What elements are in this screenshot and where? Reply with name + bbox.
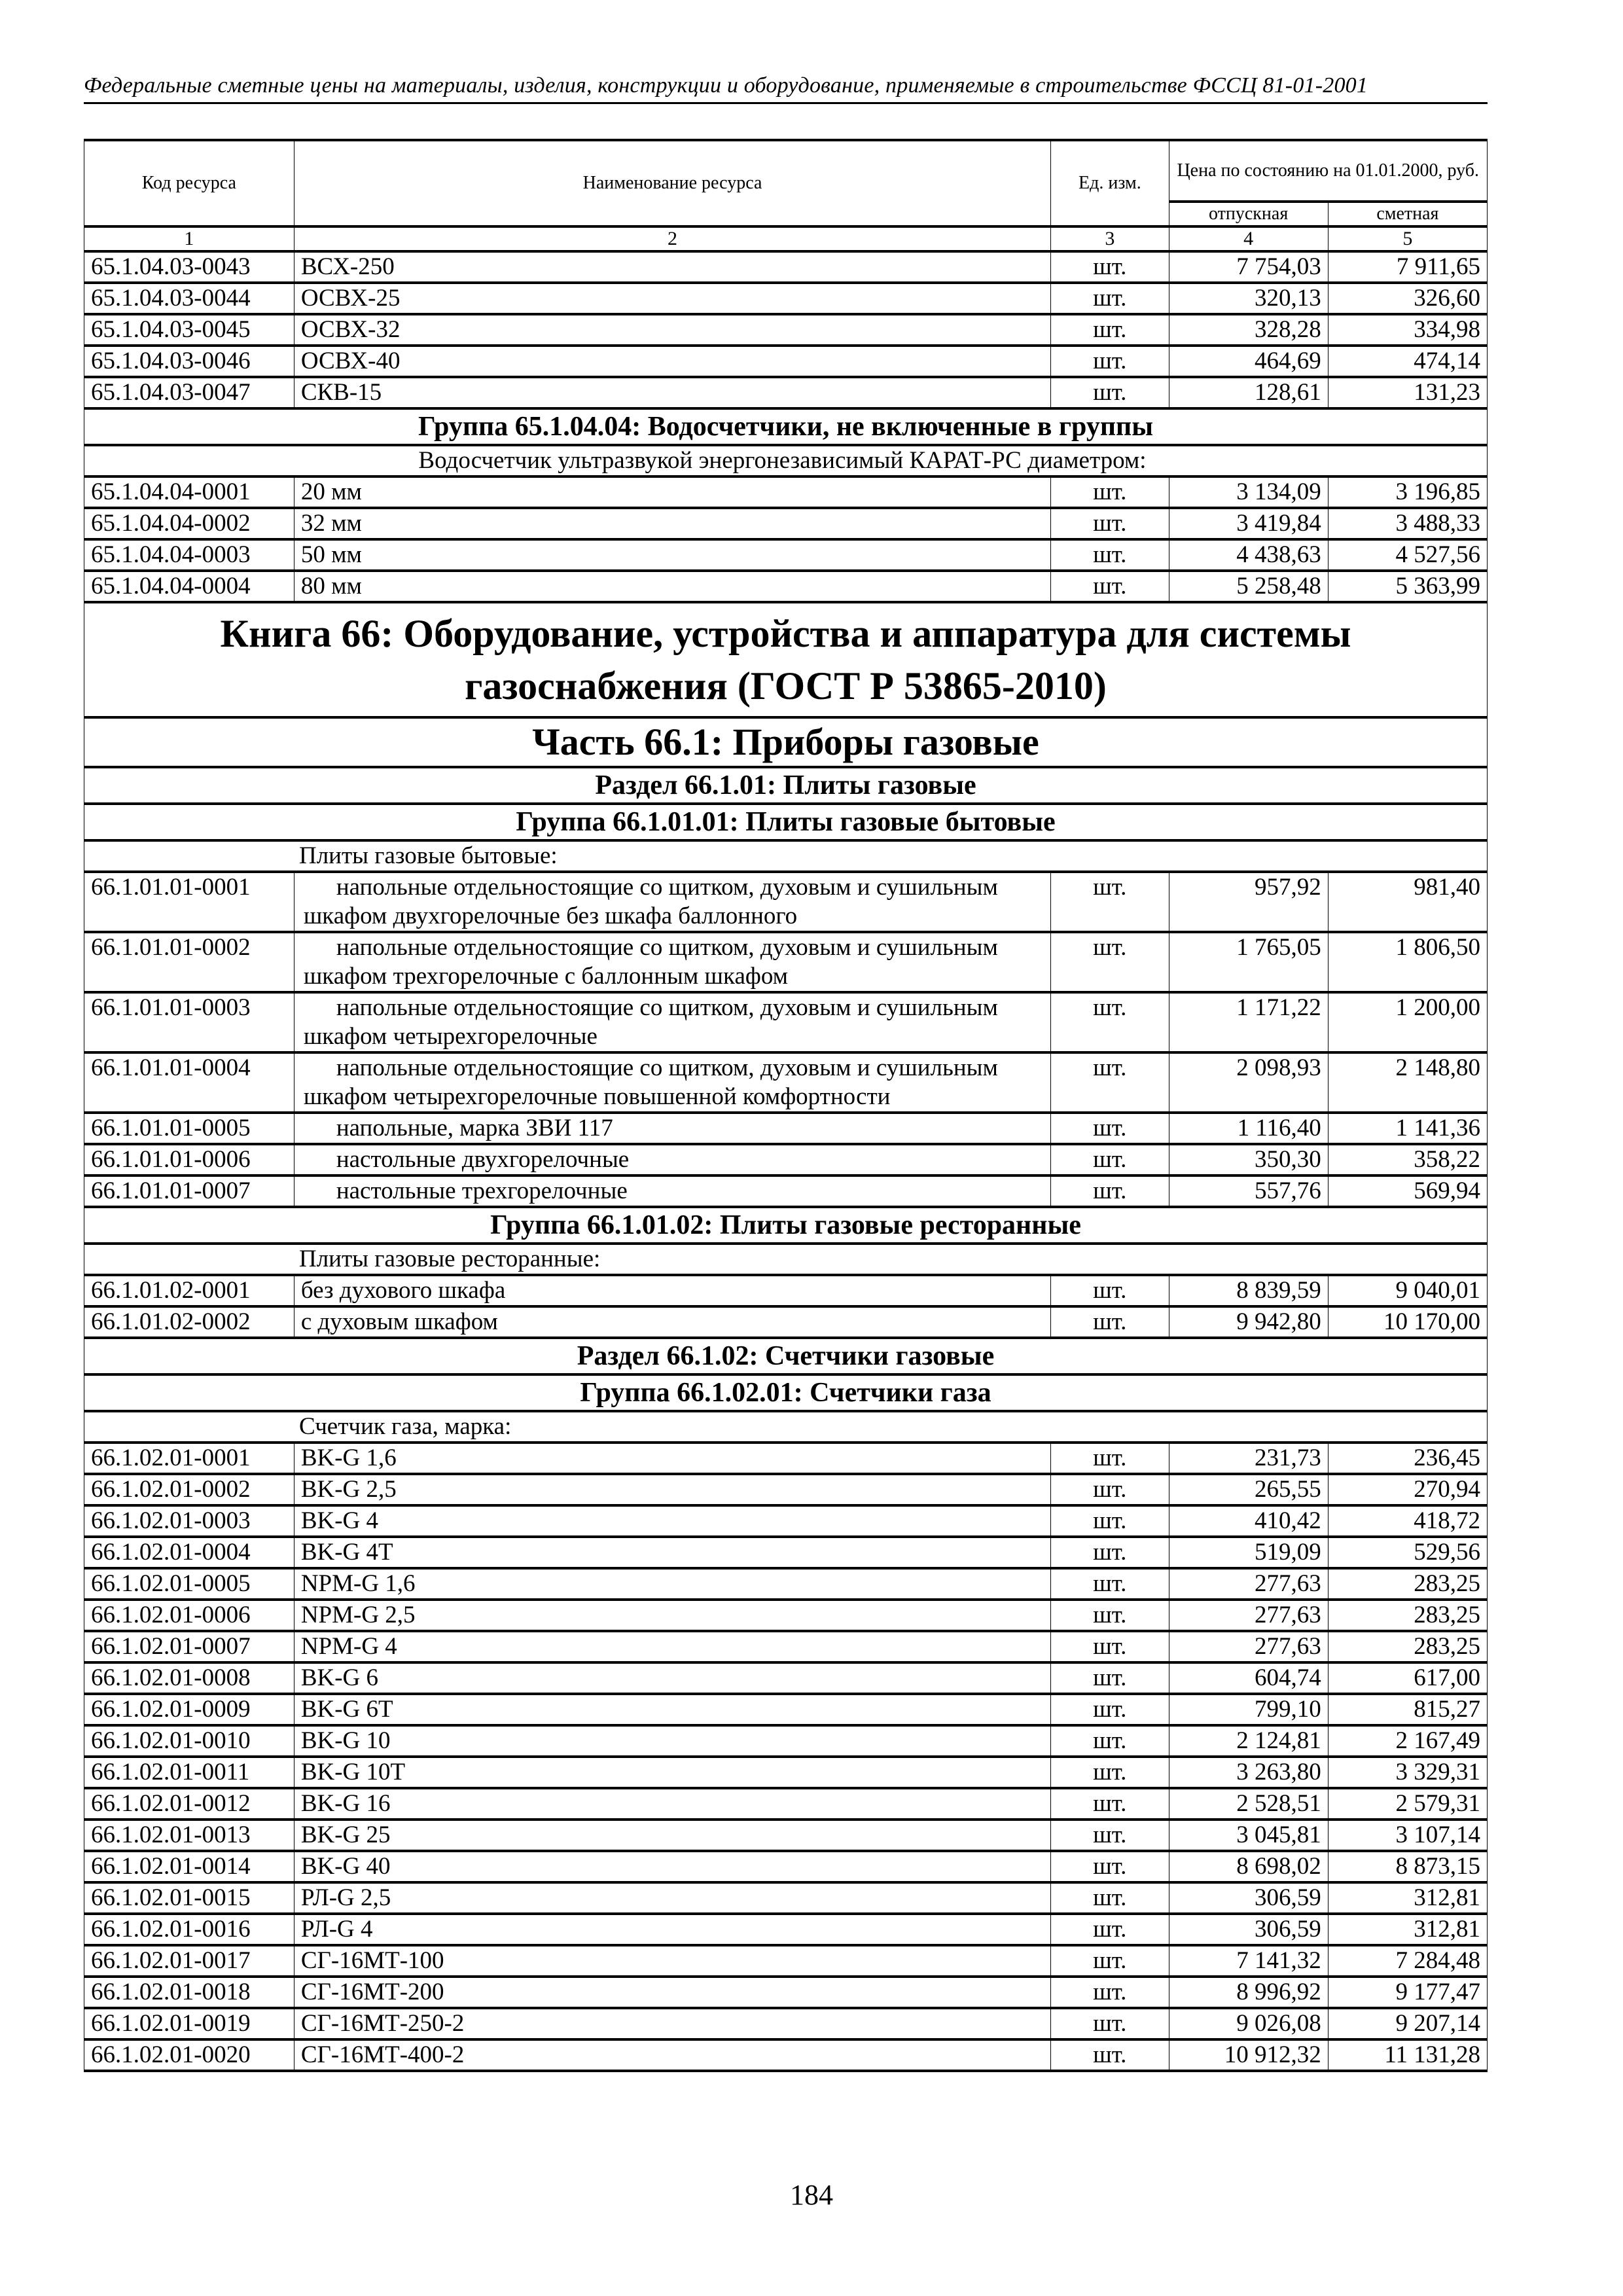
table-row: [84, 1851, 1488, 1882]
price-release: 557,76: [1169, 1175, 1328, 1207]
resource-name: напольные отдельностоящие со щитком, духовым и сушильным шкафом трехгорелочные с баллонным шкафом: [294, 932, 1050, 992]
resource-code: 66.1.02.01-0002: [84, 1474, 294, 1505]
table-row: [84, 1144, 1488, 1175]
group-heading: Группа 66.1.01.02: Плиты газовые ресторанные: [84, 1207, 1488, 1244]
price-estimate: 334,98: [1328, 314, 1487, 346]
resource-code: 66.1.01.01-0002: [84, 932, 294, 992]
unit-of-measure: шт.: [1051, 1537, 1169, 1568]
header-price-group: Цена по состоянию на 01.01.2000, руб.: [1169, 140, 1487, 202]
group-caption: Водосчетчик ультразвукой энергонезависимый КАРАТ-РС диаметром:: [84, 445, 1488, 476]
price-release: 1 171,22: [1169, 992, 1328, 1052]
resource-code: 66.1.01.01-0005: [84, 1113, 294, 1144]
unit-of-measure: шт.: [1051, 1306, 1169, 1338]
unit-of-measure: шт.: [1051, 1600, 1169, 1631]
unit-of-measure: шт.: [1051, 1945, 1169, 1977]
table-row: [84, 1474, 1488, 1505]
caption-row: [84, 840, 1488, 872]
unit-of-measure: шт.: [1051, 1725, 1169, 1757]
price-release: 799,10: [1169, 1694, 1328, 1725]
unit-of-measure: шт.: [1051, 1631, 1169, 1662]
price-release: 2 528,51: [1169, 1788, 1328, 1820]
resource-name: BK-G 4T: [294, 1537, 1050, 1568]
group-heading: Группа 66.1.01.01: Плиты газовые бытовые: [84, 804, 1488, 840]
group-caption: Плиты газовые бытовые:: [84, 840, 1488, 872]
unit-of-measure: шт.: [1051, 1275, 1169, 1306]
unit-of-measure: шт.: [1051, 1568, 1169, 1600]
table-row: [84, 1175, 1488, 1207]
unit-of-measure: шт.: [1051, 1694, 1169, 1725]
table-row: [84, 1945, 1488, 1977]
price-estimate: 5 363,99: [1328, 571, 1487, 602]
resource-name: ОСВХ-40: [294, 346, 1050, 377]
resource-code: 66.1.02.01-0012: [84, 1788, 294, 1820]
resource-code: 66.1.01.02-0001: [84, 1275, 294, 1306]
price-release: 350,30: [1169, 1144, 1328, 1175]
table-row: [84, 1694, 1488, 1725]
header-code: Код ресурса: [84, 140, 294, 226]
table-row: [84, 377, 1488, 408]
price-release: 7 754,03: [1169, 251, 1328, 283]
group-heading: Группа 65.1.04.04: Водосчетчики, не включенные в группы: [84, 408, 1488, 445]
resource-code: 65.1.04.03-0046: [84, 346, 294, 377]
resource-code: 66.1.01.02-0002: [84, 1306, 294, 1338]
table-row: [84, 1882, 1488, 1914]
unit-of-measure: шт.: [1051, 1443, 1169, 1474]
group-heading-row: [84, 1207, 1488, 1244]
price-release: 277,63: [1169, 1568, 1328, 1600]
resource-name: СГ-16МТ-100: [294, 1945, 1050, 1977]
running-header: Федеральные сметные цены на материалы, изделия, конструкции и оборудование, применяемые в строительстве ФССЦ 81-01-2001: [84, 73, 1488, 104]
resource-name: BK-G 10: [294, 1725, 1050, 1757]
price-release: 277,63: [1169, 1631, 1328, 1662]
price-estimate: 3 107,14: [1328, 1820, 1487, 1851]
table-row: [84, 1537, 1488, 1568]
unit-of-measure: шт.: [1051, 476, 1169, 508]
price-estimate: 474,14: [1328, 346, 1487, 377]
resource-code: 66.1.02.01-0005: [84, 1568, 294, 1600]
resource-name: РЛ-G 4: [294, 1914, 1050, 1945]
resource-code: 66.1.02.01-0018: [84, 1977, 294, 2008]
table-row: [84, 1052, 1488, 1113]
price-release: 8 839,59: [1169, 1275, 1328, 1306]
price-release: 306,59: [1169, 1882, 1328, 1914]
table-row: [84, 992, 1488, 1052]
price-estimate: 11 131,28: [1328, 2039, 1487, 2071]
column-number: 3: [1051, 226, 1169, 251]
price-estimate: 1 806,50: [1328, 932, 1487, 992]
table-row: [84, 476, 1488, 508]
unit-of-measure: шт.: [1051, 1662, 1169, 1694]
unit-of-measure: шт.: [1051, 1882, 1169, 1914]
price-release: 2 098,93: [1169, 1052, 1328, 1113]
price-estimate: 10 170,00: [1328, 1306, 1487, 1338]
price-release: 1 116,40: [1169, 1113, 1328, 1144]
unit-of-measure: шт.: [1051, 377, 1169, 408]
resource-code: 66.1.01.01-0007: [84, 1175, 294, 1207]
price-release: 2 124,81: [1169, 1725, 1328, 1757]
resource-name: BK-G 16: [294, 1788, 1050, 1820]
resource-name: 50 мм: [294, 539, 1050, 571]
resource-name: ОСВХ-32: [294, 314, 1050, 346]
price-estimate: 236,45: [1328, 1443, 1487, 1474]
price-estimate: 283,25: [1328, 1631, 1487, 1662]
resource-code: 66.1.02.01-0013: [84, 1820, 294, 1851]
price-release: 231,73: [1169, 1443, 1328, 1474]
price-release: 9 942,80: [1169, 1306, 1328, 1338]
book-heading: Книга 66: Оборудование, устройства и аппаратура для системы газоснабжения (ГОСТ Р 53865-2010): [84, 602, 1488, 717]
price-estimate: 283,25: [1328, 1600, 1487, 1631]
resource-code: 66.1.01.01-0006: [84, 1144, 294, 1175]
price-estimate: 529,56: [1328, 1537, 1487, 1568]
price-estimate: 283,25: [1328, 1568, 1487, 1600]
resource-name: BK-G 25: [294, 1820, 1050, 1851]
caption-row: [84, 1411, 1488, 1443]
group-heading-row: [84, 804, 1488, 840]
table-row: [84, 1306, 1488, 1338]
unit-of-measure: шт.: [1051, 1788, 1169, 1820]
price-release: 10 912,32: [1169, 2039, 1328, 2071]
price-estimate: 2 148,80: [1328, 1052, 1487, 1113]
resource-name: BK-G 4: [294, 1505, 1050, 1537]
resource-code: 66.1.02.01-0008: [84, 1662, 294, 1694]
unit-of-measure: шт.: [1051, 1914, 1169, 1945]
table-body: [84, 251, 1488, 2071]
price-release: 9 026,08: [1169, 2008, 1328, 2039]
price-estimate: 358,22: [1328, 1144, 1487, 1175]
resource-name: 80 мм: [294, 571, 1050, 602]
table-row: [84, 1788, 1488, 1820]
price-estimate: 4 527,56: [1328, 539, 1487, 571]
price-estimate: 2 579,31: [1328, 1788, 1487, 1820]
resource-name: ОСВХ-25: [294, 283, 1050, 314]
price-estimate: 815,27: [1328, 1694, 1487, 1725]
resource-name: NPM-G 1,6: [294, 1568, 1050, 1600]
header-name: Наименование ресурса: [294, 140, 1050, 226]
price-release: 3 134,09: [1169, 476, 1328, 508]
resource-code: 66.1.02.01-0007: [84, 1631, 294, 1662]
column-number: 5: [1328, 226, 1487, 251]
resource-name: напольные отдельностоящие со щитком, духовым и сушильным шкафом четырехгорелочные: [294, 992, 1050, 1052]
resource-name: СГ-16МТ-250-2: [294, 2008, 1050, 2039]
column-number: 4: [1169, 226, 1328, 251]
header-price-estimate: сметная: [1328, 202, 1487, 226]
price-estimate: 569,94: [1328, 1175, 1487, 1207]
price-estimate: 270,94: [1328, 1474, 1487, 1505]
resource-name: BK-G 6T: [294, 1694, 1050, 1725]
table-row: [84, 2008, 1488, 2039]
resource-code: 66.1.02.01-0019: [84, 2008, 294, 2039]
resource-code: 66.1.02.01-0015: [84, 1882, 294, 1914]
price-release: 3 045,81: [1169, 1820, 1328, 1851]
table-row: [84, 1568, 1488, 1600]
price-release: 604,74: [1169, 1662, 1328, 1694]
price-release: 5 258,48: [1169, 571, 1328, 602]
price-release: 328,28: [1169, 314, 1328, 346]
price-estimate: 3 329,31: [1328, 1757, 1487, 1788]
header-price-release: отпускная: [1169, 202, 1328, 226]
resource-name: BK-G 1,6: [294, 1443, 1050, 1474]
resource-code: 66.1.02.01-0016: [84, 1914, 294, 1945]
group-heading-row: [84, 1374, 1488, 1411]
unit-of-measure: шт.: [1051, 1175, 1169, 1207]
price-estimate: 3 488,33: [1328, 508, 1487, 539]
unit-of-measure: шт.: [1051, 2039, 1169, 2071]
table-row: [84, 1820, 1488, 1851]
unit-of-measure: шт.: [1051, 1113, 1169, 1144]
resource-name: без духового шкафа: [294, 1275, 1050, 1306]
resource-code: 66.1.01.01-0001: [84, 872, 294, 932]
price-release: 306,59: [1169, 1914, 1328, 1945]
price-estimate: 9 177,47: [1328, 1977, 1487, 2008]
resource-code: 65.1.04.04-0001: [84, 476, 294, 508]
price-estimate: 8 873,15: [1328, 1851, 1487, 1882]
group-caption: Плиты газовые ресторанные:: [84, 1244, 1488, 1275]
resource-name: NPM-G 2,5: [294, 1600, 1050, 1631]
price-release: 464,69: [1169, 346, 1328, 377]
resource-name: напольные отдельностоящие со щитком, духовым и сушильным шкафом четырехгорелочные повышенной комфортности: [294, 1052, 1050, 1113]
table-row: [84, 571, 1488, 602]
price-estimate: 2 167,49: [1328, 1725, 1487, 1757]
resource-code: 65.1.04.04-0002: [84, 508, 294, 539]
price-table: [84, 139, 1488, 2072]
price-estimate: 617,00: [1328, 1662, 1487, 1694]
resource-code: 66.1.02.01-0004: [84, 1537, 294, 1568]
group-heading: Группа 66.1.02.01: Счетчики газа: [84, 1374, 1488, 1411]
resource-name: NPM-G 4: [294, 1631, 1050, 1662]
unit-of-measure: шт.: [1051, 508, 1169, 539]
table-row: [84, 1757, 1488, 1788]
table-row: [84, 1505, 1488, 1537]
unit-of-measure: шт.: [1051, 571, 1169, 602]
unit-of-measure: шт.: [1051, 1144, 1169, 1175]
table-row: [84, 1977, 1488, 2008]
price-release: 320,13: [1169, 283, 1328, 314]
unit-of-measure: шт.: [1051, 1757, 1169, 1788]
unit-of-measure: шт.: [1051, 1474, 1169, 1505]
price-release: 265,55: [1169, 1474, 1328, 1505]
unit-of-measure: шт.: [1051, 1851, 1169, 1882]
resource-code: 65.1.04.04-0003: [84, 539, 294, 571]
resource-code: 66.1.02.01-0003: [84, 1505, 294, 1537]
resource-code: 65.1.04.03-0045: [84, 314, 294, 346]
price-estimate: 131,23: [1328, 377, 1487, 408]
resource-code: 66.1.01.01-0003: [84, 992, 294, 1052]
unit-of-measure: шт.: [1051, 1505, 1169, 1537]
resource-name: BK-G 40: [294, 1851, 1050, 1882]
table-row: [84, 283, 1488, 314]
unit-of-measure: шт.: [1051, 283, 1169, 314]
unit-of-measure: шт.: [1051, 1052, 1169, 1113]
table-row: [84, 1631, 1488, 1662]
page-number: 184: [790, 2179, 833, 2211]
price-release: 4 438,63: [1169, 539, 1328, 571]
resource-name: РЛ-G 2,5: [294, 1882, 1050, 1914]
resource-name: настольные трехгорелочные: [294, 1175, 1050, 1207]
price-release: 1 765,05: [1169, 932, 1328, 992]
unit-of-measure: шт.: [1051, 1977, 1169, 2008]
group-heading-row: [84, 408, 1488, 445]
resource-name: напольные отдельностоящие со щитком, духовым и сушильным шкафом двухгорелочные без шкафа баллонного: [294, 872, 1050, 932]
section-heading-row: [84, 1338, 1488, 1374]
part-heading-row: [84, 717, 1488, 767]
resource-code: 66.1.02.01-0014: [84, 1851, 294, 1882]
unit-of-measure: шт.: [1051, 872, 1169, 932]
table-row: [84, 1914, 1488, 1945]
unit-of-measure: шт.: [1051, 251, 1169, 283]
group-caption: Счетчик газа, марка:: [84, 1411, 1488, 1443]
table-row: [84, 508, 1488, 539]
table-row: [84, 1725, 1488, 1757]
resource-name: СГ-16МТ-400-2: [294, 2039, 1050, 2071]
resource-code: 65.1.04.03-0047: [84, 377, 294, 408]
price-estimate: 326,60: [1328, 283, 1487, 314]
table-row: [84, 346, 1488, 377]
resource-name: BK-G 6: [294, 1662, 1050, 1694]
column-number: 1: [84, 226, 294, 251]
unit-of-measure: шт.: [1051, 992, 1169, 1052]
resource-code: 65.1.04.03-0044: [84, 283, 294, 314]
resource-code: 66.1.02.01-0011: [84, 1757, 294, 1788]
price-release: 519,09: [1169, 1537, 1328, 1568]
resource-name: 20 мм: [294, 476, 1050, 508]
resource-name: BK-G 10T: [294, 1757, 1050, 1788]
table-row: [84, 1662, 1488, 1694]
resource-code: 65.1.04.03-0043: [84, 251, 294, 283]
unit-of-measure: шт.: [1051, 932, 1169, 992]
resource-code: 66.1.02.01-0009: [84, 1694, 294, 1725]
price-estimate: 981,40: [1328, 872, 1487, 932]
resource-code: 66.1.02.01-0017: [84, 1945, 294, 1977]
table-row: [84, 1600, 1488, 1631]
table-row: [84, 872, 1488, 932]
resource-name: СКВ-15: [294, 377, 1050, 408]
price-estimate: 9 207,14: [1328, 2008, 1487, 2039]
price-release: 3 419,84: [1169, 508, 1328, 539]
table-row: [84, 314, 1488, 346]
table-row: [84, 1275, 1488, 1306]
resource-name: настольные двухгорелочные: [294, 1144, 1050, 1175]
resource-name: BK-G 2,5: [294, 1474, 1050, 1505]
resource-code: 66.1.02.01-0020: [84, 2039, 294, 2071]
unit-of-measure: шт.: [1051, 346, 1169, 377]
table-row: [84, 1113, 1488, 1144]
unit-of-measure: шт.: [1051, 314, 1169, 346]
resource-code: 66.1.02.01-0006: [84, 1600, 294, 1631]
price-release: 277,63: [1169, 1600, 1328, 1631]
header-unit: Ед. изм.: [1051, 140, 1169, 226]
column-number: 2: [294, 226, 1050, 251]
price-estimate: 7 911,65: [1328, 251, 1487, 283]
resource-name: с духовым шкафом: [294, 1306, 1050, 1338]
unit-of-measure: шт.: [1051, 2008, 1169, 2039]
resource-name: СГ-16МТ-200: [294, 1977, 1050, 2008]
book-heading-row: [84, 602, 1488, 717]
price-estimate: 312,81: [1328, 1882, 1487, 1914]
section-heading: Раздел 66.1.01: Плиты газовые: [84, 767, 1488, 804]
price-release: 7 141,32: [1169, 1945, 1328, 1977]
table-row: [84, 539, 1488, 571]
price-estimate: 1 200,00: [1328, 992, 1487, 1052]
section-heading-row: [84, 767, 1488, 804]
resource-code: 66.1.01.01-0004: [84, 1052, 294, 1113]
table-row: [84, 932, 1488, 992]
price-release: 957,92: [1169, 872, 1328, 932]
section-heading: Раздел 66.1.02: Счетчики газовые: [84, 1338, 1488, 1374]
part-heading: Часть 66.1: Приборы газовые: [84, 717, 1488, 767]
price-estimate: 7 284,48: [1328, 1945, 1487, 1977]
unit-of-measure: шт.: [1051, 1820, 1169, 1851]
price-release: 8 996,92: [1169, 1977, 1328, 2008]
resource-name: 32 мм: [294, 508, 1050, 539]
caption-row: [84, 445, 1488, 476]
price-estimate: 418,72: [1328, 1505, 1487, 1537]
resource-name: напольные, марка ЗВИ 117: [294, 1113, 1050, 1144]
caption-row: [84, 1244, 1488, 1275]
price-release: 128,61: [1169, 377, 1328, 408]
table-row: [84, 251, 1488, 283]
table-row: [84, 1443, 1488, 1474]
price-estimate: 3 196,85: [1328, 476, 1487, 508]
price-estimate: 312,81: [1328, 1914, 1487, 1945]
price-estimate: 1 141,36: [1328, 1113, 1487, 1144]
resource-name: ВСХ-250: [294, 251, 1050, 283]
resource-code: 65.1.04.04-0004: [84, 571, 294, 602]
price-estimate: 9 040,01: [1328, 1275, 1487, 1306]
price-release: 3 263,80: [1169, 1757, 1328, 1788]
table-row: [84, 2039, 1488, 2071]
price-release: 8 698,02: [1169, 1851, 1328, 1882]
resource-code: 66.1.02.01-0010: [84, 1725, 294, 1757]
unit-of-measure: шт.: [1051, 539, 1169, 571]
resource-code: 66.1.02.01-0001: [84, 1443, 294, 1474]
price-release: 410,42: [1169, 1505, 1328, 1537]
